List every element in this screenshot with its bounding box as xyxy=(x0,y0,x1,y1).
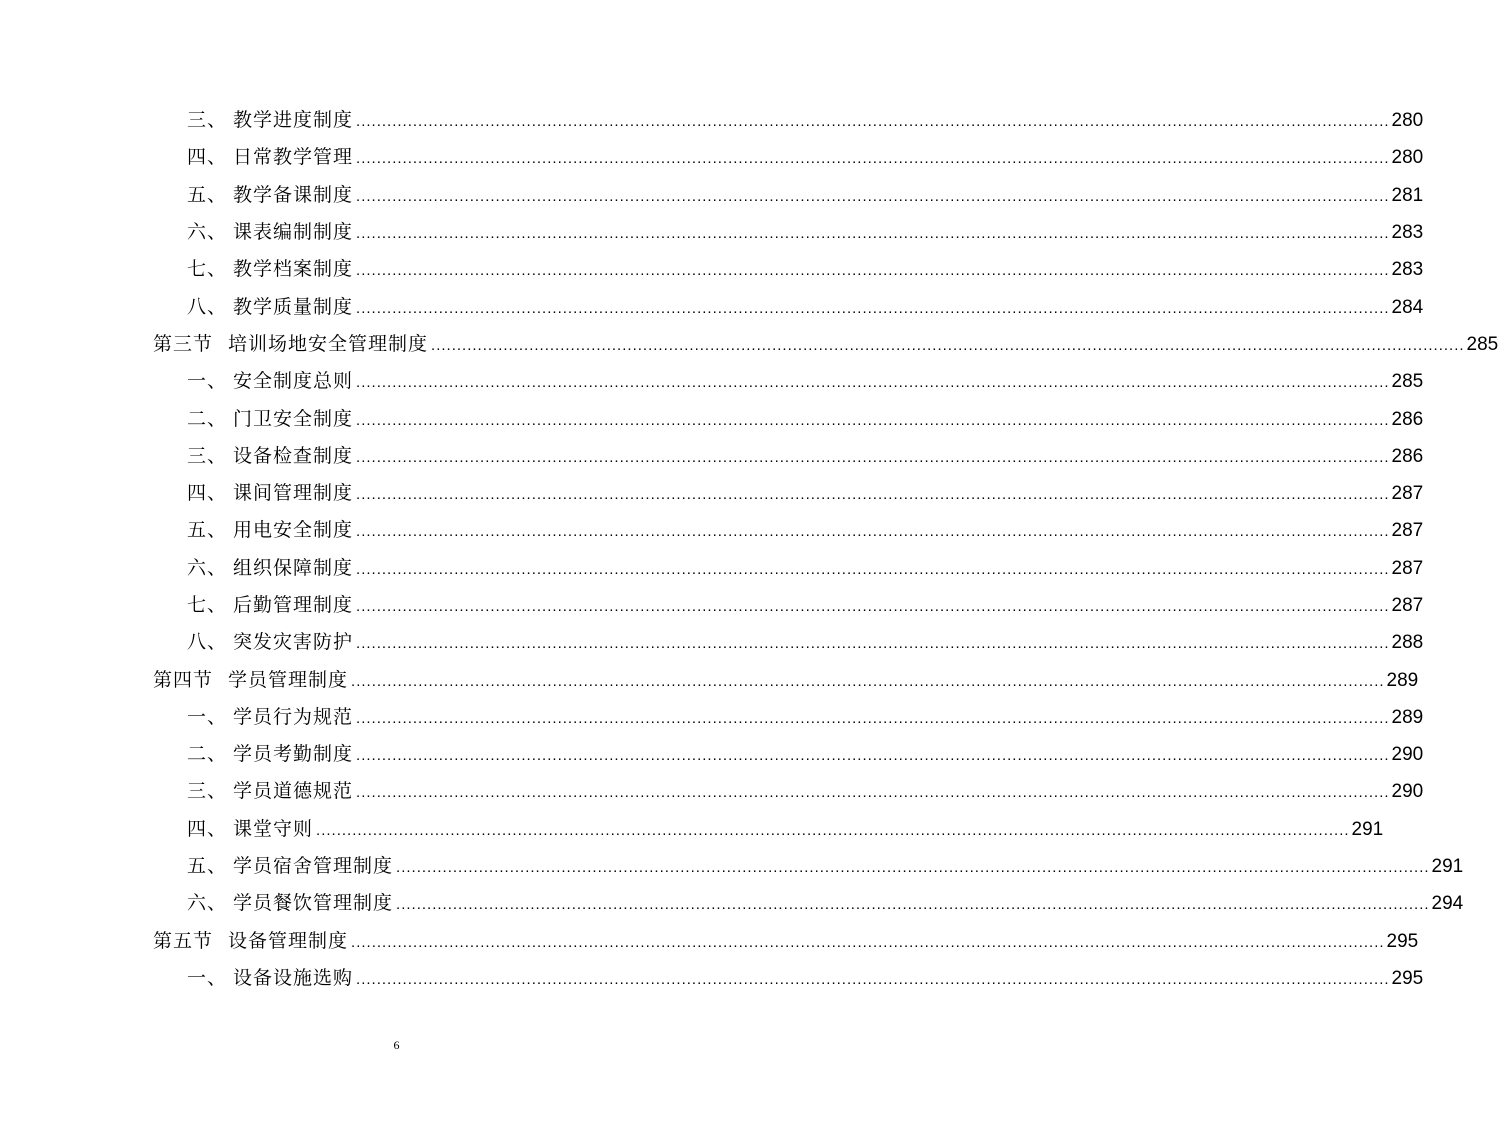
toc-entry-page-number: 295 xyxy=(1391,967,1424,989)
toc-entry-text xyxy=(187,111,353,130)
toc-entry-label: 第四节 xyxy=(153,668,214,691)
dot-leader: ........................................................................................................................................................................................................ xyxy=(396,859,1430,877)
toc-section-entry[interactable] xyxy=(0,923,1419,960)
toc-entry-label: 四、 xyxy=(187,817,228,840)
toc-entry-title: 用电安全制度 xyxy=(233,519,354,542)
toc-entry-page-number: 291 xyxy=(1431,856,1464,878)
toc-entry[interactable] xyxy=(0,587,1424,624)
dot-leader: ........................................................................................................................................................................................................ xyxy=(431,336,1465,354)
dot-leader: ........................................................................................................................................................................................................ xyxy=(351,933,1385,951)
toc-entry-page-number: 286 xyxy=(1391,408,1424,430)
toc-entry-label: 七、 xyxy=(187,258,228,281)
toc-entry-title: 教学档案制度 xyxy=(233,258,354,281)
toc-entry-page-number: 294 xyxy=(1431,893,1464,915)
dot-leader: ........................................................................................................................................................................................................ xyxy=(356,411,1390,429)
dot-leader: ........................................................................................................................................................................................................ xyxy=(356,784,1390,802)
toc-section-entry[interactable] xyxy=(0,326,1498,363)
toc-entry-label: 七、 xyxy=(187,594,228,616)
toc-entry[interactable] xyxy=(0,438,1424,475)
toc-entry-page-number: 280 xyxy=(1391,110,1424,132)
table-of-contents xyxy=(0,102,1498,997)
toc-entry-title: 课表编制制度 xyxy=(233,221,354,244)
toc-entry-page-number: 287 xyxy=(1391,483,1424,505)
toc-entry-title: 课堂守则 xyxy=(233,817,314,840)
toc-entry[interactable] xyxy=(0,773,1424,810)
toc-entry-label: 五、 xyxy=(187,519,228,542)
toc-entry-page-number: 290 xyxy=(1391,744,1424,766)
toc-entry-title: 后勤管理制度 xyxy=(233,594,354,616)
toc-entry-text xyxy=(187,857,393,876)
toc-entry[interactable] xyxy=(0,400,1424,437)
toc-entry-title: 设备设施选购 xyxy=(233,966,354,989)
toc-entry-text xyxy=(187,148,353,167)
toc-entry-title: 安全制度总则 xyxy=(233,370,354,393)
toc-entry-text xyxy=(187,260,353,279)
toc-entry-label: 一、 xyxy=(187,705,228,728)
dot-leader: ........................................................................................................................................................................................................ xyxy=(356,225,1390,243)
dot-leader: ........................................................................................................................................................................................................ xyxy=(356,523,1390,541)
toc-entry-page-number: 286 xyxy=(1391,445,1424,467)
toc-entry[interactable] xyxy=(0,251,1424,288)
toc-entry-page-number: 295 xyxy=(1386,930,1419,952)
toc-entry-page-number: 284 xyxy=(1391,296,1424,318)
toc-entry-text xyxy=(187,966,354,989)
toc-entry-page-number: 287 xyxy=(1391,595,1424,616)
toc-entry-page-number: 289 xyxy=(1386,669,1419,691)
toc-entry[interactable] xyxy=(0,624,1424,661)
dot-leader: ........................................................................................................................................................................................................ xyxy=(356,560,1390,578)
toc-entry-label: 第五节 xyxy=(153,929,214,952)
dot-leader: ........................................................................................................................................................................................................ xyxy=(356,150,1390,168)
toc-entry-title: 培训场地安全管理制度 xyxy=(228,332,429,355)
toc-entry[interactable] xyxy=(0,512,1424,549)
toc-entry[interactable] xyxy=(0,177,1424,214)
toc-entry-label: 一、 xyxy=(187,966,228,989)
toc-entry-text xyxy=(187,782,353,801)
toc-entry-page-number: 288 xyxy=(1391,632,1424,654)
toc-entry-label: 三、 xyxy=(187,444,228,467)
page-number: 6 xyxy=(393,1038,400,1052)
toc-entry-label: 六、 xyxy=(187,556,228,579)
toc-entry-text xyxy=(153,929,349,952)
toc-entry-label: 八、 xyxy=(187,295,228,318)
toc-entry-label: 二、 xyxy=(187,407,228,430)
dot-leader: ........................................................................................................................................................................................................ xyxy=(356,970,1390,988)
toc-entry-title: 学员道德规范 xyxy=(233,780,354,803)
toc-entry-title: 学员考勤制度 xyxy=(233,743,354,766)
toc-entry-page-number: 290 xyxy=(1391,781,1424,803)
toc-entry-title: 门卫安全制度 xyxy=(233,407,354,430)
toc-entry-title: 学员管理制度 xyxy=(228,668,349,691)
toc-entry[interactable] xyxy=(0,550,1424,587)
dot-leader: ........................................................................................................................................................................................................ xyxy=(316,821,1350,839)
toc-entry-text xyxy=(153,668,349,691)
toc-entry-page-number: 281 xyxy=(1391,184,1424,206)
toc-entry-title: 组织保障制度 xyxy=(233,556,354,579)
dot-leader: ........................................................................................................................................................................................................ xyxy=(356,187,1390,205)
toc-entry-label: 六、 xyxy=(187,892,228,915)
dot-leader: ........................................................................................................................................................................................................ xyxy=(356,448,1390,466)
toc-entry[interactable] xyxy=(0,960,1424,997)
toc-entry[interactable] xyxy=(0,699,1424,736)
toc-entry-page-number: 289 xyxy=(1391,706,1424,728)
toc-entry-title: 教学质量制度 xyxy=(233,295,354,318)
toc-entry-page-number: 287 xyxy=(1391,520,1424,542)
toc-entry-text xyxy=(187,183,354,206)
dot-leader: ........................................................................................................................................................................................................ xyxy=(356,747,1390,765)
dot-leader: ........................................................................................................................................................................................................ xyxy=(356,113,1390,131)
toc-entry-text xyxy=(187,521,353,540)
toc-entry[interactable] xyxy=(0,102,1424,139)
toc-entry[interactable] xyxy=(0,848,1464,885)
dot-leader: ........................................................................................................................................................................................................ xyxy=(351,672,1385,690)
toc-entry[interactable] xyxy=(0,736,1424,773)
toc-entry-page-number: 287 xyxy=(1391,557,1424,579)
toc-entry-title: 设备管理制度 xyxy=(228,929,349,952)
toc-entry-title: 教学进度制度 xyxy=(233,109,354,132)
toc-entry-label: 六、 xyxy=(187,221,228,244)
toc-entry-page-number: 285 xyxy=(1466,333,1498,355)
toc-entry-text xyxy=(153,332,429,355)
toc-entry[interactable] xyxy=(0,475,1424,512)
toc-entry-text xyxy=(187,596,353,615)
toc-entry-label: 三、 xyxy=(187,109,228,132)
toc-entry-page-number: 280 xyxy=(1391,147,1424,169)
toc-entry-label: 一、 xyxy=(187,370,228,393)
toc-entry-title: 学员餐饮管理制度 xyxy=(233,892,394,915)
toc-entry-text xyxy=(187,894,393,913)
toc-entry-title: 课间管理制度 xyxy=(233,482,354,505)
dot-leader: ........................................................................................................................................................................................................ xyxy=(356,709,1390,727)
toc-entry-text xyxy=(187,745,353,764)
toc-entry-title: 学员行为规范 xyxy=(233,705,354,728)
toc-entry-label: 四、 xyxy=(187,146,228,169)
toc-entry-label: 第三节 xyxy=(153,332,214,355)
dot-leader: ........................................................................................................................................................................................................ xyxy=(356,374,1390,392)
toc-entry-label: 五、 xyxy=(187,183,228,206)
toc-entry[interactable] xyxy=(0,885,1464,922)
dot-leader: ........................................................................................................................................................................................................ xyxy=(356,486,1390,504)
dot-leader: ........................................................................................................................................................................................................ xyxy=(396,896,1430,914)
toc-entry[interactable] xyxy=(0,214,1424,251)
toc-entry-page-number: 285 xyxy=(1391,371,1424,393)
toc-entry-text xyxy=(187,223,353,242)
toc-entry-text xyxy=(187,295,354,318)
toc-entry[interactable] xyxy=(0,363,1424,400)
toc-entry-title: 突发灾害防护 xyxy=(233,631,354,654)
toc-entry-title: 学员宿舍管理制度 xyxy=(233,855,394,878)
toc-entry-title: 教学备课制度 xyxy=(233,183,354,206)
toc-entry-title: 日常教学管理 xyxy=(233,146,354,169)
dot-leader: ........................................................................................................................................................................................................ xyxy=(356,299,1390,317)
toc-entry-page-number: 291 xyxy=(1351,818,1384,840)
dot-leader: ........................................................................................................................................................................................................ xyxy=(356,262,1390,280)
toc-entry-text xyxy=(187,372,353,391)
toc-entry-page-number: 283 xyxy=(1391,222,1424,244)
toc-entry-text xyxy=(187,817,314,840)
toc-entry-label: 三、 xyxy=(187,780,228,803)
toc-entry-text xyxy=(187,705,354,728)
toc-entry-label: 八、 xyxy=(187,631,228,654)
toc-entry-text xyxy=(187,484,353,503)
toc-entry[interactable] xyxy=(0,139,1424,176)
toc-entry-page-number: 283 xyxy=(1391,259,1424,281)
dot-leader: ........................................................................................................................................................................................................ xyxy=(356,598,1390,615)
toc-entry-text xyxy=(187,407,354,430)
toc-section-entry[interactable] xyxy=(0,661,1419,698)
toc-entry-title: 设备检查制度 xyxy=(233,444,354,467)
toc-entry[interactable] xyxy=(0,811,1384,848)
toc-entry-text xyxy=(187,444,354,467)
toc-entry-label: 四、 xyxy=(187,482,228,505)
dot-leader: ........................................................................................................................................................................................................ xyxy=(356,635,1390,653)
toc-entry-label: 二、 xyxy=(187,743,228,766)
toc-entry-text xyxy=(187,633,353,652)
toc-entry-text xyxy=(187,556,354,579)
toc-entry-label: 五、 xyxy=(187,855,228,878)
toc-entry[interactable] xyxy=(0,288,1424,325)
